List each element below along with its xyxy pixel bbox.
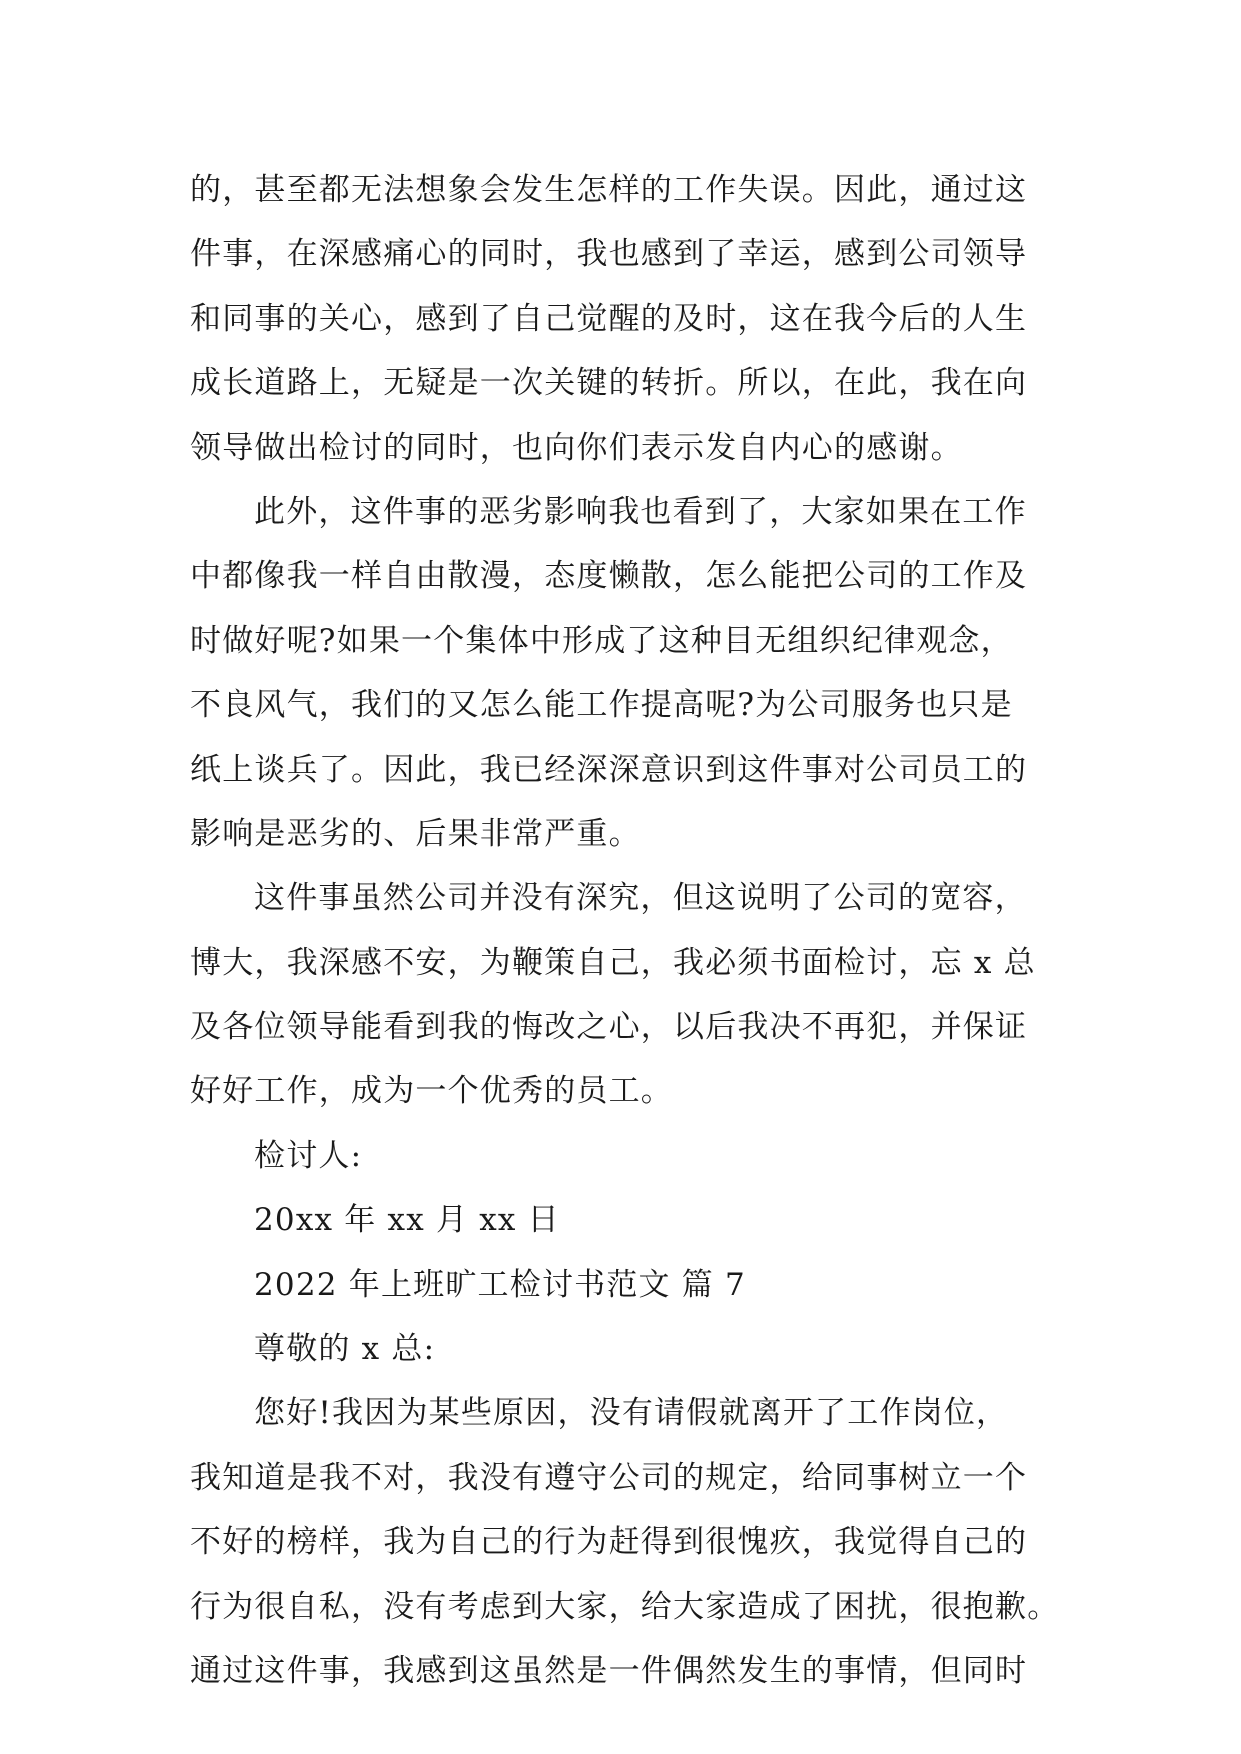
paragraph-line: 您好!我因为某些原因，没有请假就离开了工作岗位， <box>254 1395 1009 1432</box>
paragraph-line: 行为很自私，没有考虑到大家，给大家造成了困扰，很抱歉。 <box>190 1588 1060 1625</box>
paragraph-line: 及各位领导能看到我的悔改之心，以后我决不再犯，并保证 <box>190 1009 1028 1046</box>
paragraph-line: 不好的榜样，我为自己的行为赶得到很愧疚，我觉得自己的 <box>190 1524 1028 1561</box>
section-heading: 2022 年上班旷工检讨书范文 篇 7 <box>254 1266 746 1303</box>
paragraph-line: 时做好呢?如果一个集体中形成了这种目无组织纪律观念， <box>190 622 1013 659</box>
paragraph-line: 此外，这件事的恶劣影响我也看到了，大家如果在工作 <box>254 493 1027 530</box>
paragraph-line: 的，甚至都无法想象会发生怎样的工作失误。因此，通过这 <box>190 172 1028 208</box>
paragraph-line: 这件事虽然公司并没有深究，但这说明了公司的宽容， <box>254 880 1027 917</box>
date-line: 20xx 年 xx 月 xx 日 <box>254 1202 560 1239</box>
paragraph-line: 和同事的关心，感到了自己觉醒的及时，这在我今后的人生 <box>190 300 1028 337</box>
paragraph-line: 影响是恶劣的、后果非常严重。 <box>190 815 641 852</box>
paragraph-line: 不良风气，我们的又怎么能工作提高呢?为公司服务也只是 <box>190 687 1013 724</box>
paragraph-line: 件事，在深感痛心的同时，我也感到了幸运，感到公司领导 <box>190 236 1028 273</box>
paragraph-line: 通过这件事，我感到这虽然是一件偶然发生的事情，但同时 <box>190 1652 1028 1689</box>
paragraph-line: 纸上谈兵了。因此，我已经深深意识到这件事对公司员工的 <box>190 751 1028 788</box>
document-body <box>190 158 1060 1703</box>
paragraph-line: 好好工作，成为一个优秀的员工。 <box>190 1073 673 1110</box>
signature-label: 检讨人: <box>254 1137 363 1174</box>
paragraph-line: 中都像我一样自由散漫，态度懒散，怎么能把公司的工作及 <box>190 558 1028 595</box>
paragraph-line: 我知道是我不对，我没有遵守公司的规定，给同事树立一个 <box>190 1459 1028 1496</box>
paragraph-line: 领导做出检讨的同时，也向你们表示发自内心的感谢。 <box>190 429 963 466</box>
paragraph-line: 成长道路上，无疑是一次关键的转折。所以，在此，我在向 <box>190 365 1028 402</box>
salutation: 尊敬的 x 总: <box>254 1331 436 1368</box>
paragraph-line: 博大，我深感不安，为鞭策自己，我必须书面检讨，忘 x 总 <box>190 944 1036 981</box>
